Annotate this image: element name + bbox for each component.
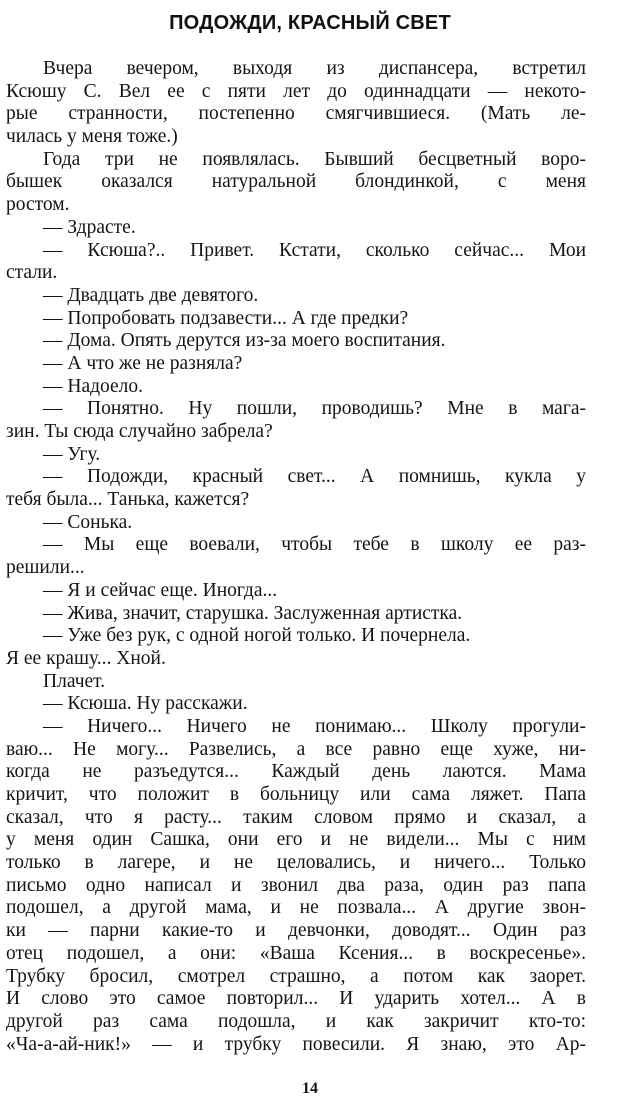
text-line: решили...	[6, 557, 85, 579]
text-line: когда не разъедутся... Каждый день лаются. Мама	[6, 761, 586, 783]
text-line: другой раз сама подошла, и как закричит кто-то:	[6, 1010, 586, 1032]
text-line: — Мы еще воевали, чтобы тебе в школу ее раз-	[43, 534, 586, 556]
chapter-title: ПОДОЖДИ, КРАСНЫЙ СВЕТ	[169, 12, 451, 34]
text-line: — Попробовать подзавести... А где предки?	[43, 307, 409, 329]
text-line: — Угу.	[43, 443, 101, 465]
text-line: только в лагере, и не целовались, и ничего... Только	[6, 852, 586, 874]
text-line: — А что же не разняла?	[43, 352, 243, 374]
text-line: Я ее крашу... Хной.	[6, 647, 166, 669]
text-line: — Жива, значит, старушка. Заслуженная артистка.	[43, 602, 463, 624]
text-line: Трубку бросил, смотрел страшно, а потом как заорет.	[6, 965, 586, 987]
text-line: — Ксюша?.. Привет. Кстати, сколько сейчас... Мои	[43, 239, 586, 261]
text-line: — Понятно. Ну пошли, проводишь? Мне в мага-	[43, 398, 586, 420]
text-line: Вчера вечером, выходя из диспансера, встретил	[43, 58, 586, 79]
text-line: — Уже без рук, с одной ногой только. И почернела.	[43, 625, 471, 647]
text-line: Ксюшу С. Вел ее с пяти лет до одиннадцати — некото-	[6, 80, 586, 102]
text-line: сказал, что я расту... таким словом прямо и сказал, а	[6, 806, 586, 828]
text-line: зин. Ты сюда случайно забрела?	[6, 421, 273, 442]
text-line: И слово это самое повторил... И ударить хотел... А в	[6, 988, 586, 1010]
text-line: — Здрасте.	[43, 216, 136, 238]
text-line: — Ксюша. Ну расскажи.	[43, 693, 248, 715]
text-line: стали.	[6, 262, 58, 284]
body-text	[6, 58, 586, 1056]
text-line: кричит, что положит в больницу или сама ляжет. Папа	[6, 784, 586, 805]
page-number: 14	[302, 1080, 318, 1097]
text-line: — Дома. Опять дерутся из-за моего воспитания.	[43, 330, 446, 352]
text-line: чилась у меня тоже.)	[6, 126, 178, 148]
text-line: рые странности, постепенно смягчившиеся. (Мать ле-	[6, 103, 586, 125]
text-line: ростом.	[6, 194, 70, 216]
text-line: Плачет.	[43, 670, 106, 692]
text-line: — Надоело.	[43, 375, 144, 397]
text-line: ки — парни какие-то и девчонки, доводят... Один раз	[6, 920, 586, 942]
text-line: ваю... Не могу... Развелись, а все равно еще хуже, ни-	[6, 738, 586, 760]
text-line: письмо одно написал и звонил два раза, один раз папа	[6, 874, 586, 896]
text-line: — Двадцать две девятого.	[43, 284, 259, 306]
text-line: — Сонька.	[43, 511, 133, 533]
text-line: Года три не появлялась. Бывший бесцветный воро-	[43, 148, 586, 170]
text-line: «Ча-а-ай-ник!» — и трубку повесили. Я знаю, это Ар-	[6, 1033, 586, 1055]
text-line: отец подошел, а они: «Ваша Ксения... в воскресенье».	[6, 942, 586, 964]
text-line: бышек оказался натуральной блондинкой, с меня	[6, 171, 586, 193]
text-line: тебя была... Танька, кажется?	[6, 489, 250, 511]
text-line: у меня один Сашка, они его и не видели... Мы с ним	[6, 829, 586, 851]
text-line: — Подожди, красный свет... А помнишь, кукла у	[43, 466, 586, 488]
text-line: — Ничего... Ничего не понимаю... Школу прогули-	[43, 715, 586, 737]
text-line: — Я и сейчас еще. Иногда...	[43, 579, 278, 601]
text-line: подошел, а другой мама, и не позвала... А другие звон-	[6, 897, 586, 919]
